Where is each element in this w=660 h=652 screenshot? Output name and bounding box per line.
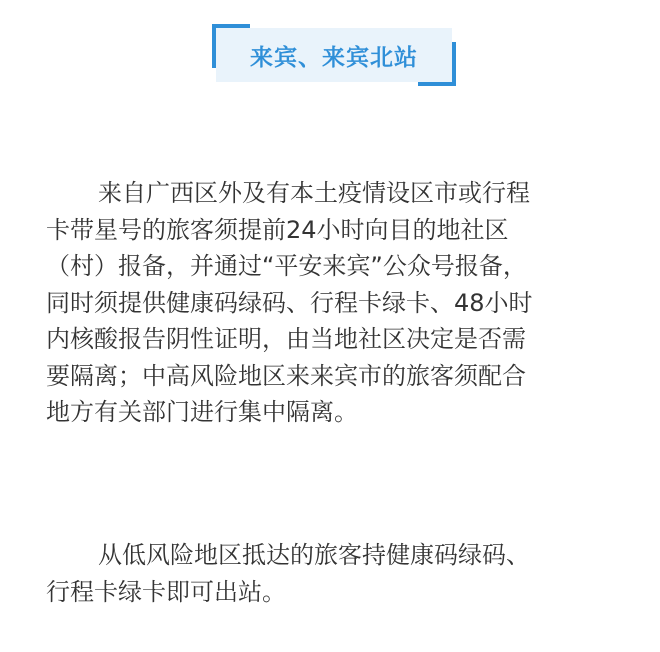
section-title: 来宾、来宾北站 <box>250 45 418 71</box>
paragraph-line: 内核酸报告阴性证明，由当地社区决定是否需 <box>46 325 526 353</box>
section-title-box <box>212 24 456 86</box>
paragraph-entry-requirements <box>46 175 626 431</box>
paragraph-line: 从低风险地区抵达的旅客持健康码绿码、 <box>98 541 530 569</box>
paragraph-line: 同时须提供健康码绿码、行程卡绿卡、48小时 <box>46 288 533 317</box>
paragraph-line: （村）报备，并通过“平安来宾”公众号报备， <box>46 252 527 280</box>
paragraph-low-risk-arrivals <box>46 537 626 610</box>
paragraph-line: 来自广西区外及有本土疫情设区市或行程 <box>98 179 530 207</box>
paragraph-line: 地方有关部门进行集中隔离。 <box>46 398 358 426</box>
paragraph-line: 卡带星号的旅客须提前24小时向目的地社区 <box>46 215 509 244</box>
paragraph-line: 行程卡绿卡即可出站。 <box>46 577 286 606</box>
paragraph-line: 要隔离；中高风险地区来来宾市的旅客须配合 <box>46 361 526 390</box>
